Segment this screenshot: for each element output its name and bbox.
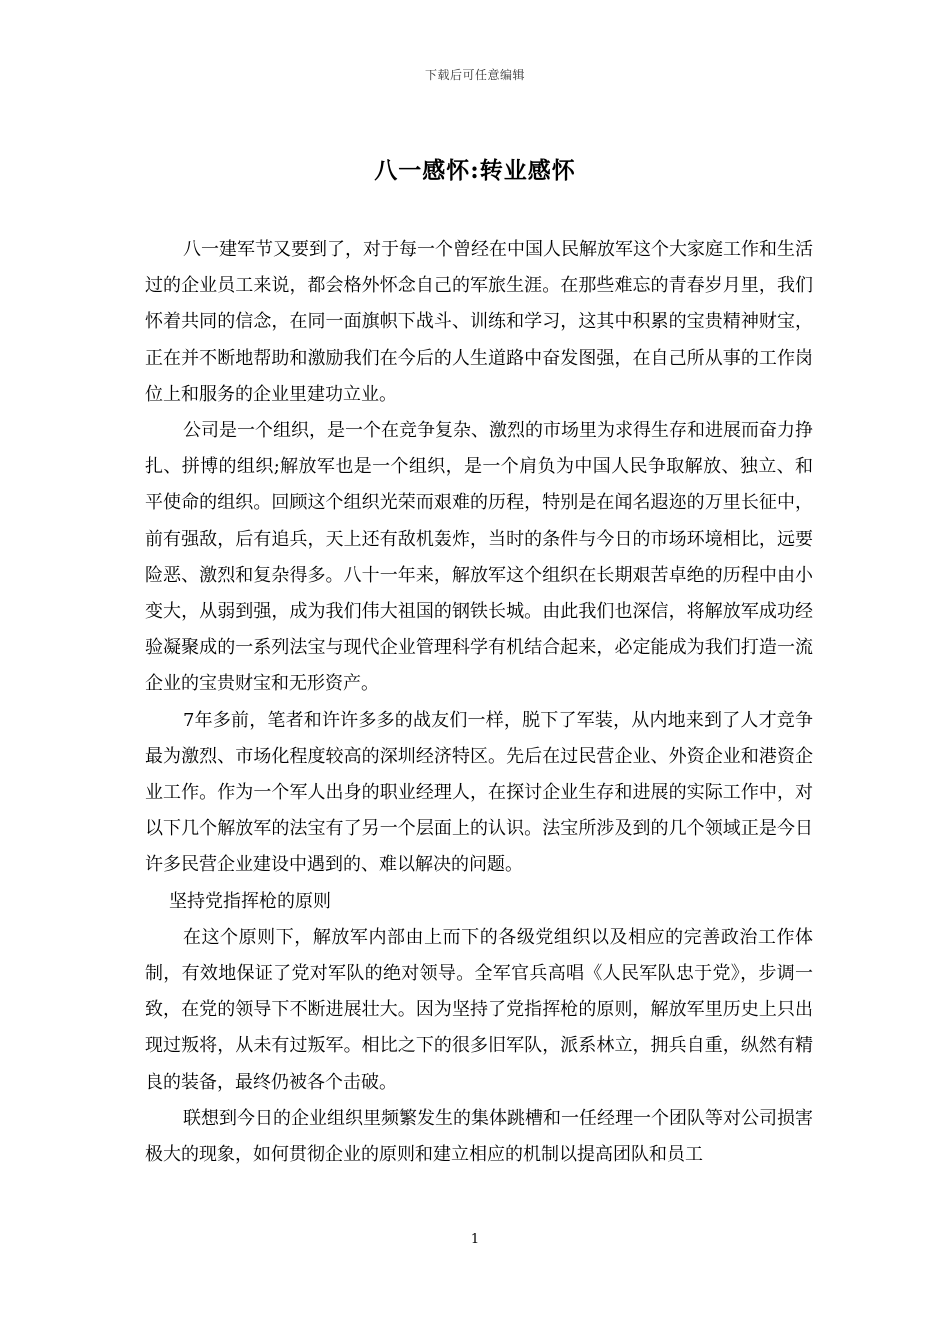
body-paragraph: 八一建军节又要到了，对于每一个曾经在中国人民解放军这个大家庭工作和生活过的企业员工来说，都会格外怀念自己的军旅生涯。在那些难忘的青春岁月里，我们怀着共同的信念，在同一面旗帜下战斗、训练和学习，这其中积累的宝贵精神财宝，正在并不断地帮助和激励我们在今后的人生道路中奋发图强，在自己所从事的工作岗位上和服务的企业里建功立业。 [145, 239, 813, 405]
document-title: 八一感怀:转业感怀 [374, 157, 576, 184]
section-heading: 坚持党指挥枪的原则 [169, 890, 331, 912]
body-paragraph: 公司是一个组织，是一个在竞争复杂、激烈的市场里为求得生存和进展而奋力挣扎、拼博的组织;解放军也是一个组织，是一个肩负为中国人民争取解放、独立、和平使命的组织。回顾这个组织光荣而艰难的历程，特别是在闻名遐迩的万里长征中，前有强敌，后有追兵，天上还有敌机轰炸，当时的条件与今日的市场环境相比，远要险恶、激烈和复杂得多。八十一年来，解放军这个组织在长期艰苦卓绝的历程中由小变大，从弱到强，成为我们伟大祖国的钢铁长城。由此我们也深信，将解放军成功经验凝聚成的一系列法宝与现代企业管理科学有机结合起来，必定能成为我们打造一流企业的宝贵财宝和无形资产。 [145, 420, 813, 695]
body-paragraph: 在这个原则下，解放军内部由上而下的各级党组织以及相应的完善政治工作体制，有效地保证了党对军队的绝对领导。全军官兵高唱《人民军队忠于党》，步调一致，在党的领导下不断进展壮大。因为坚持了党指挥枪的原则，解放军里历史上只出现过叛将，从未有过叛军。相比之下的很多旧军队，派系林立，拥兵自重，纵然有精良的装备，最终仍被各个击破。 [145, 926, 813, 1093]
document-body [145, 232, 813, 1173]
body-paragraph: 联想到今日的企业组织里频繁发生的集体跳槽和一任经理一个团队等对公司损害极大的现象，如何贯彻企业的原则和建立相应的机制以提高团队和员工 [145, 1107, 813, 1166]
body-paragraph: 7年多前，笔者和许许多多的战友们一样，脱下了军装，从内地来到了人才竞争最为激烈、市场化程度较高的深圳经济特区。先后在过民营企业、外资企业和港资企业工作。作为一个军人出身的职业经理人，在探讨企业生存和进展的实际工作中，对以下几个解放军的法宝有了另一个层面上的认识。法宝所涉及到的几个领域正是今日许多民营企业建设中遇到的、难以解决的问题。 [145, 709, 813, 876]
page-number: 1 [470, 1232, 480, 1247]
header-note: 下载后可任意编辑 [424, 68, 525, 82]
